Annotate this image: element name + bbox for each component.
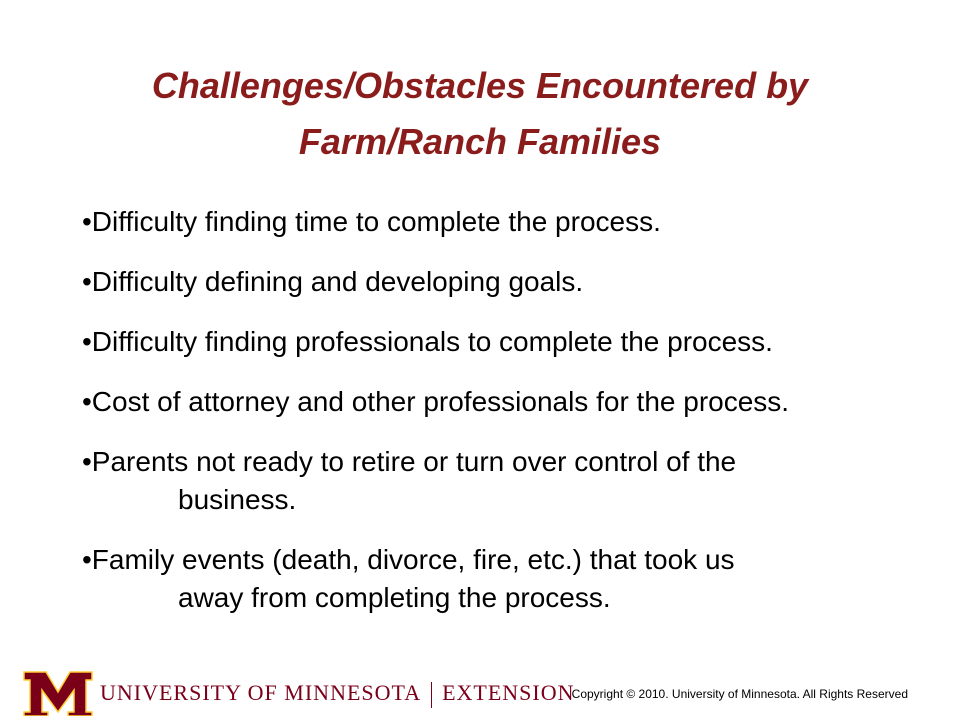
unit-name: EXTENSION <box>442 680 575 705</box>
university-name: UNIVERSITY OF MINNESOTA <box>100 680 422 705</box>
title-line-2: Farm/Ranch Families <box>298 121 662 162</box>
bullet-item: •Difficulty finding professionals to complete the process. <box>82 326 773 357</box>
bullet-item: •Difficulty defining and developing goals. <box>82 266 584 297</box>
wordmark-divider <box>431 682 432 708</box>
title-line-1: Challenges/Obstacles Encountered by <box>151 65 809 106</box>
bullet-item: •Cost of attorney and other professionals for the process. <box>82 386 790 417</box>
bullet-item: •Family events (death, divorce, fire, etc.) that took us away from completing the process. <box>82 541 942 617</box>
bullet-continuation: business. <box>178 484 297 515</box>
bullet-list <box>82 203 942 639</box>
bullet-item: •Parents not ready to retire or turn over control of the business. <box>82 443 942 519</box>
bullet-continuation: away from completing the process. <box>178 582 611 613</box>
copyright-notice: Copyright © 2010. University of Minnesota. All Rights Reserved <box>571 687 908 701</box>
block-m-icon <box>24 672 92 716</box>
footer-wordmark <box>100 680 575 708</box>
bullet-item: •Difficulty finding time to complete the process. <box>82 206 661 237</box>
slide-title <box>0 58 960 170</box>
